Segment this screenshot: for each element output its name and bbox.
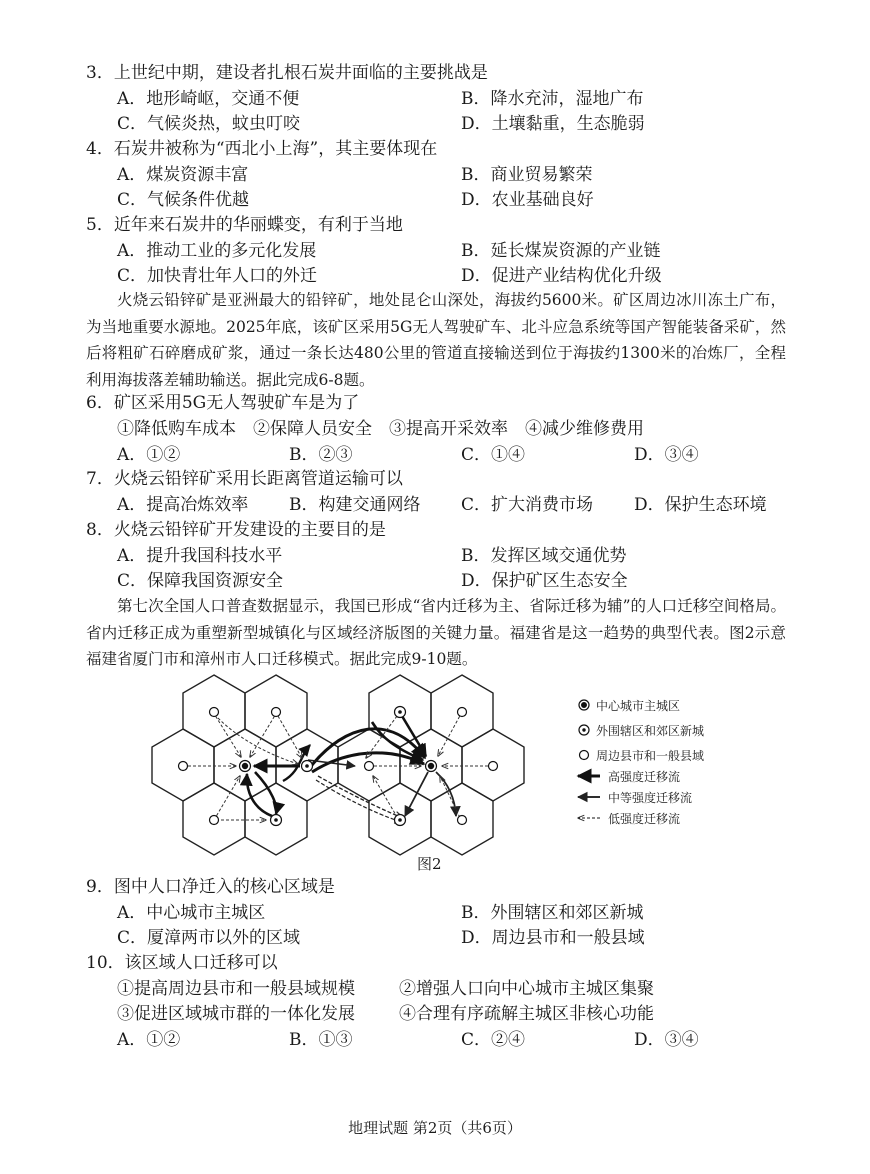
question-9-option-b[interactable]: B．外围辖区和郊区新城: [461, 903, 644, 923]
question-6-option-a[interactable]: A．①②: [117, 445, 181, 465]
question-10-option-c[interactable]: C．②④: [461, 1030, 526, 1050]
legend-county: 周边县市和一般县域: [596, 749, 705, 763]
question-6-option-b[interactable]: B．②③: [289, 445, 353, 465]
question-4-option-b[interactable]: B．商业贸易繁荣: [461, 165, 593, 185]
passage-mine: 火烧云铅锌矿是亚洲最大的铅锌矿，地处昆仑山深处，海拔约5600米。矿区周边冰川冻土广布，为当地重要水源地。2025年底，该矿区采用5G无人驾驶矿车、北斗应急系统等国产智能装备采矿，然后将粗矿石碎磨成矿浆，通过一条长达480公里的管道直接输送到位于海拔约1300米的冶炼厂，全程利用海拔落差辅助输送。据此完成6-8题。: [86, 291, 786, 389]
question-8-option-d[interactable]: D．保护矿区生态安全: [461, 571, 628, 591]
question-5-option-a[interactable]: A．推动工业的多元化发展: [117, 241, 317, 261]
question-10-item-4: ④合理有序疏解主城区非核心功能: [399, 1004, 654, 1024]
question-9-option-c[interactable]: C．厦漳两市以外的区域: [117, 928, 301, 948]
question-5-option-d[interactable]: D．促进产业结构优化升级: [461, 266, 662, 286]
question-6-stem: 6．矿区采用5G无人驾驶矿车是为了: [86, 393, 360, 413]
question-3-option-b[interactable]: B．降水充沛，湿地广布: [461, 89, 644, 109]
legend-medium: 中等强度迁移流: [608, 791, 693, 805]
question-3-option-c[interactable]: C．气候炎热，蚊虫叮咬: [117, 114, 301, 134]
figure-caption: 图2: [417, 855, 442, 873]
question-3-option-a[interactable]: A．地形崎岖，交通不便: [117, 89, 300, 109]
question-4-option-a[interactable]: A．煤炭资源丰富: [117, 165, 249, 185]
question-8-stem: 8．火烧云铅锌矿开发建设的主要目的是: [86, 520, 386, 540]
node-markers: [179, 707, 498, 826]
question-10-option-b[interactable]: B．①③: [289, 1030, 353, 1050]
question-4-option-d[interactable]: D．农业基础良好: [461, 190, 594, 210]
question-10-item-2: ②增强人口向中心城市主城区集聚: [399, 979, 654, 999]
question-8-option-a[interactable]: A．提升我国科技水平: [117, 546, 283, 566]
question-3-option-d[interactable]: D．土壤黏重，生态脆弱: [461, 114, 645, 134]
page-footer: 地理试题 第2页（共6页）: [348, 1119, 522, 1137]
question-5-option-c[interactable]: C．加快青壮年人口的外迁: [117, 266, 318, 286]
legend-high: 高强度迁移流: [608, 770, 681, 784]
question-8-option-c[interactable]: C．保障我国资源安全: [117, 571, 284, 591]
question-10-stem: 10．该区域人口迁移可以: [86, 953, 278, 973]
question-6-option-d[interactable]: D．③④: [634, 445, 699, 465]
hex-grid-xiamen: [152, 675, 338, 855]
question-7-option-a[interactable]: A．提高冶炼效率: [117, 495, 249, 515]
question-8-option-b[interactable]: B．发挥区域交通优势: [461, 546, 627, 566]
legend-low: 低强度迁移流: [608, 812, 681, 826]
question-3-stem: 3．上世纪中期，建设者扎根石炭井面临的主要挑战是: [86, 63, 488, 83]
question-7-option-b[interactable]: B．构建交通网络: [289, 495, 421, 515]
question-7-stem: 7．火烧云铅锌矿采用长距离管道运输可以: [86, 469, 403, 489]
question-10-item-1: ①提高周边县市和一般县域规模: [117, 979, 355, 999]
hex-grid-zhangzhou: [338, 675, 524, 855]
passage-migration: 第七次全国人口普查数据显示，我国已形成“省内迁移为主、省际迁移为辅”的人口迁移空间格局。省内迁移正成为重塑新型城镇化与区域经济版图的关键力量。福建省是这一趋势的典型代表。图2示意福建省厦门市和漳州市人口迁移模式。据此完成9-10题。: [86, 597, 786, 668]
question-5-option-b[interactable]: B．延长煤炭资源的产业链: [461, 241, 661, 261]
legend-core: 中心城市主城区: [596, 699, 681, 713]
question-4-stem: 4．石炭井被称为“西北小上海”，其主要体现在: [86, 139, 438, 159]
question-9-stem: 9．图中人口净迁入的核心区域是: [86, 877, 335, 897]
migration-flows: [183, 712, 493, 822]
question-5-stem: 5．近年来石炭井的华丽蝶变，有利于当地: [86, 215, 403, 235]
question-4-option-c[interactable]: C．气候条件优越: [117, 190, 250, 210]
question-10-option-a[interactable]: A．①②: [117, 1030, 181, 1050]
question-9-option-d[interactable]: D．周边县市和一般县域: [461, 928, 645, 948]
question-10-item-3: ③促进区域城市群的一体化发展: [117, 1004, 355, 1024]
question-7-option-d[interactable]: D．保护生态环境: [634, 495, 767, 515]
question-6-items: ①降低购车成本 ②保障人员安全 ③提高开采效率 ④减少维修费用: [117, 419, 644, 439]
question-10-option-d[interactable]: D．③④: [634, 1030, 699, 1050]
question-6-option-c[interactable]: C．①④: [461, 445, 526, 465]
question-9-option-a[interactable]: A．中心城市主城区: [117, 903, 266, 923]
legend-outer: 外围辖区和郊区新城: [596, 724, 705, 738]
question-7-option-c[interactable]: C．扩大消费市场: [461, 495, 594, 515]
